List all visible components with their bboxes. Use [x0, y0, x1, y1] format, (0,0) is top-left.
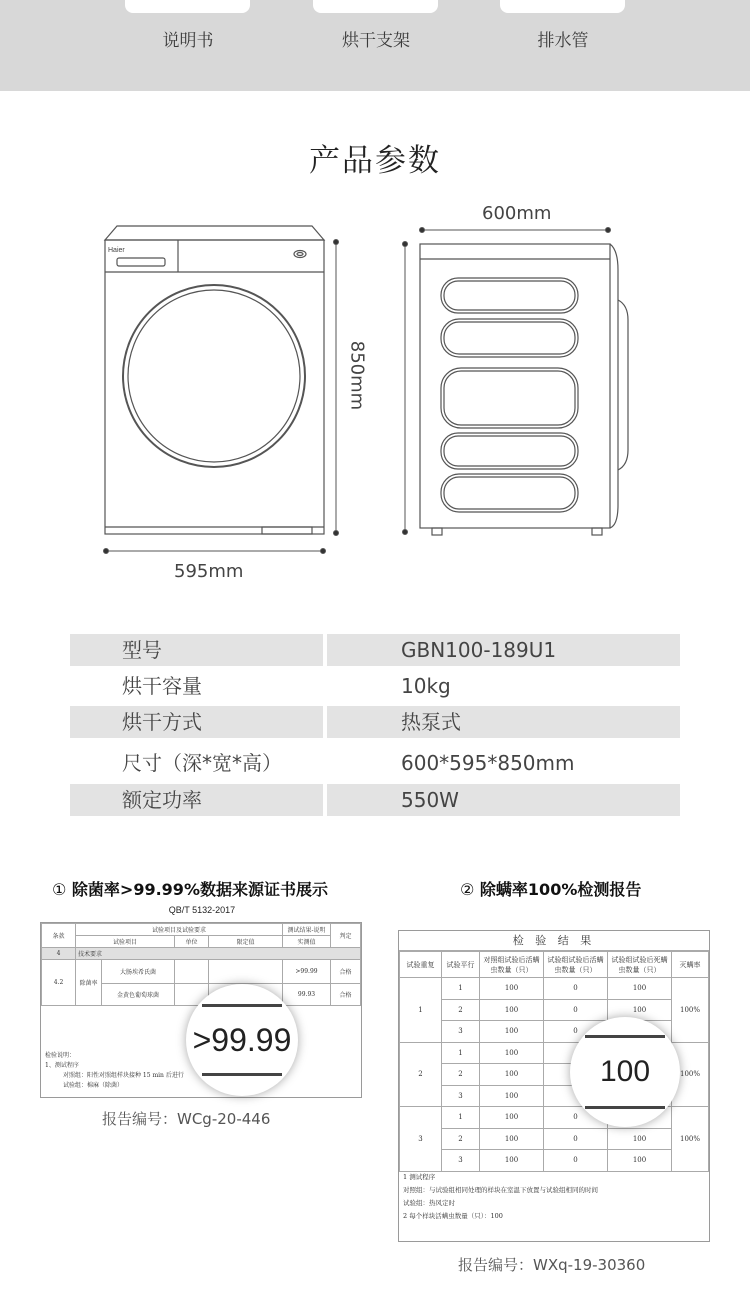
spec-name: 尺寸（深*宽*高）	[122, 751, 282, 775]
report2-cell: 0	[544, 978, 608, 1000]
report2-cell: 100	[480, 1128, 544, 1150]
report2-header: 试验组试验后死螨虫数量（只）	[608, 952, 672, 978]
front-width-label: 595mm	[174, 561, 244, 582]
spec-row-model	[70, 632, 680, 668]
report1-title-text: 除菌率>99.99%数据来源证书展示	[71, 880, 328, 899]
spec-row-method	[70, 704, 680, 740]
depth-label: 600mm	[482, 203, 552, 224]
spec-row-power	[70, 782, 680, 818]
report2-cell: 100	[480, 1042, 544, 1064]
spec-row-size	[70, 740, 680, 782]
report1-row-verdict: 合格	[331, 960, 361, 984]
report2-cell: 3	[442, 1085, 480, 1107]
report2-repeat: 3	[400, 1107, 442, 1172]
report2-note: 试验组：热风定时	[403, 1199, 455, 1207]
report2-caption: 检 验 结 果	[399, 931, 709, 951]
report2-number: ②	[460, 880, 475, 899]
report2-cell: 100	[480, 978, 544, 1000]
report2-note: 2 每个样块活螨虫数量（只）：100	[403, 1212, 503, 1220]
report2-cell: 1	[442, 1042, 480, 1064]
report1-header-limit: 限定值	[209, 936, 283, 948]
report1-tech-clause: 4	[42, 948, 76, 960]
report1-magnifier	[186, 984, 298, 1096]
report2-cell: 0	[544, 1021, 608, 1043]
report2-cell: 3	[442, 1021, 480, 1043]
report2-cell: 3	[442, 1150, 480, 1172]
side-height-arrow	[403, 242, 408, 535]
report2-cell: 100	[608, 999, 672, 1021]
report2-header: 试验平行	[442, 952, 480, 978]
dimension-drawing	[0, 195, 750, 595]
report2-header: 试验重复	[400, 952, 442, 978]
report2-note: 对照组：与试验组相同处理的样块在室温下放置与试验组相同的时间	[403, 1186, 598, 1194]
report2-magnified-value: 100	[599, 1055, 651, 1088]
report2-cell: 100	[480, 1064, 544, 1086]
report1-note: 1、测试程序	[45, 1062, 79, 1069]
accessory-card-rack	[313, 0, 438, 13]
report1-note: 检验说明：	[45, 1052, 76, 1059]
report1-row-organism: 金黄色葡萄球菌	[102, 984, 175, 1006]
report2-notes	[403, 1171, 598, 1223]
report1-table	[41, 923, 361, 1006]
report2-cell: 100	[608, 1128, 672, 1150]
report2-cell: 100	[480, 999, 544, 1021]
report2-cell: 0	[544, 1107, 608, 1129]
report2-code: 报告编号：WXq-19-30360	[458, 1256, 646, 1274]
report2-title	[460, 877, 641, 900]
report2-cell: 100	[480, 1085, 544, 1107]
report1-row-organism: 大肠埃希氏菌	[102, 960, 175, 984]
report2-rate: 100%	[672, 1107, 709, 1172]
spec-name: 烘干容量	[122, 674, 202, 698]
report1-row-item: 除菌率	[76, 960, 102, 1006]
spec-name: 型号	[70, 634, 323, 666]
report2-repeat: 2	[400, 1042, 442, 1107]
report1-row-verdict: 合格	[331, 984, 361, 1006]
spec-name: 额定功率	[70, 784, 323, 816]
report1-row-limit	[209, 960, 283, 984]
accessory-card-manual	[125, 0, 250, 13]
report2-cell: 1	[442, 1107, 480, 1129]
report1-number: ①	[52, 880, 67, 899]
report2-rate: 100%	[672, 1042, 709, 1107]
accessory-label-manual: 说明书	[162, 31, 214, 51]
report2-cell: 100	[608, 1150, 672, 1172]
report2-cell: 100	[480, 1021, 544, 1043]
spec-value: 10kg	[401, 674, 451, 698]
report1-header-verdict: 判定	[331, 924, 361, 948]
report2-cell: 0	[544, 1150, 608, 1172]
report2-cell: 100	[480, 1150, 544, 1172]
report1-note: 对照组：阳性对照组样块接种 15 min 后进行	[63, 1072, 184, 1079]
report2-cell: 0	[544, 1128, 608, 1150]
report2-cell: 2	[442, 999, 480, 1021]
front-view	[105, 226, 324, 534]
side-view	[420, 244, 628, 535]
report1-header-unit: 单位	[175, 936, 209, 948]
report2-cell: 0	[544, 999, 608, 1021]
spec-row-capacity	[70, 668, 680, 704]
spec-value: 550W	[327, 784, 680, 816]
report1-header-item: 试验项目	[76, 936, 175, 948]
section-title: 产品参数	[309, 143, 441, 179]
spec-name: 烘干方式	[70, 706, 323, 738]
report1-note: 试验组：棉麻（除菌）	[63, 1082, 124, 1089]
report2-title-text: 除螨率100%检测报告	[479, 880, 642, 899]
accessory-label-hose: 排水管	[537, 31, 589, 51]
report1-header-clause: 条款	[42, 924, 76, 948]
report1-standard: QB/T 5132-2017	[168, 905, 236, 915]
report1-header-measured: 实测值	[283, 936, 331, 948]
report1-tech-label: 技术要求	[76, 948, 361, 960]
report1-row-measured: 99.93	[283, 984, 331, 1006]
report2-cell: 2	[442, 1128, 480, 1150]
report2-cell: 2	[442, 1064, 480, 1086]
report1-row-clause: 4.2	[42, 960, 76, 1006]
report2-cell: 100	[480, 1107, 544, 1129]
report2-magnifier	[570, 1017, 680, 1127]
front-width-arrow	[104, 549, 326, 554]
report2-cell: 1	[442, 978, 480, 1000]
spec-value: GBN100-189U1	[327, 634, 680, 666]
report1-row-unit	[175, 960, 209, 984]
report1-title	[52, 877, 328, 900]
spec-table	[70, 632, 680, 818]
report1-row-measured: >99.99	[283, 960, 331, 984]
report1-notes	[45, 1051, 184, 1091]
accessories-band	[0, 0, 750, 91]
dryer-diagram	[0, 195, 750, 595]
brand-logo: Haier	[108, 247, 125, 254]
report2-rate: 100%	[672, 978, 709, 1043]
spec-value: 600*595*850mm	[401, 751, 575, 775]
accessory-card-hose	[500, 0, 625, 13]
depth-arrow	[420, 228, 611, 233]
report1-header-result-group: 测试结果-说明	[283, 924, 331, 936]
report1-header-group: 试验项目及试验要求	[76, 924, 283, 936]
accessory-label-rack: 烘干支架	[342, 31, 410, 51]
report2-cell: 100	[608, 978, 672, 1000]
report2-header: 灭螨率	[672, 952, 709, 978]
report2-note: 1 测试程序	[403, 1173, 436, 1181]
height-arrow	[334, 240, 339, 536]
report2-header: 对照组试验后活螨虫数量（只）	[480, 952, 544, 978]
report2-repeat: 1	[400, 978, 442, 1043]
spec-value: 热泵式	[327, 706, 680, 738]
report2-header: 试验组试验后活螨虫数量（只）	[544, 952, 608, 978]
height-label: 850mm	[346, 340, 368, 411]
report1-code: 报告编号：WCg-20-446	[102, 1110, 271, 1128]
report1-magnified-value: >99.99	[192, 1021, 292, 1058]
